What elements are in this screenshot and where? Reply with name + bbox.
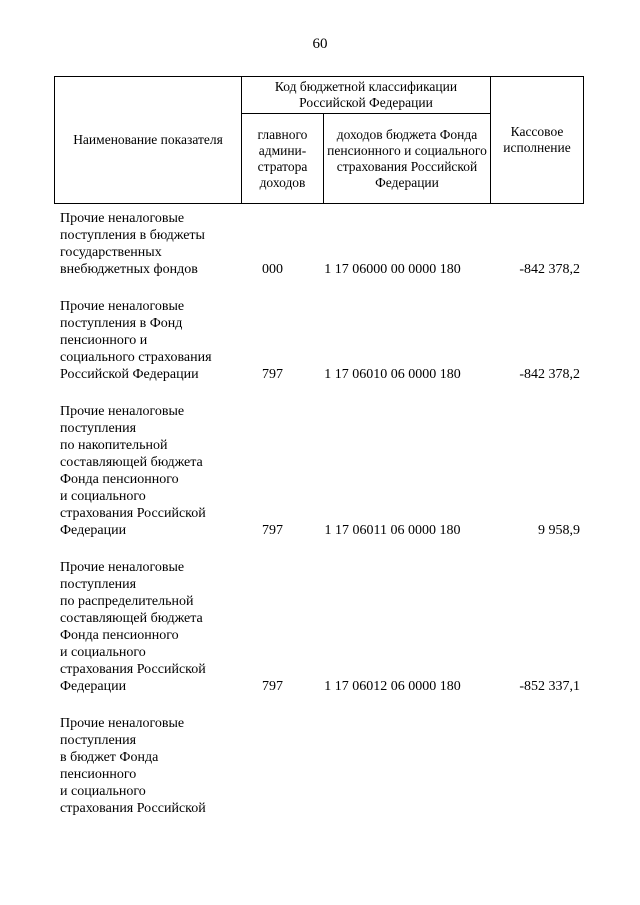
table-header [54,76,584,204]
row-name: Прочие неналоговые поступления в бюджеты государственных внебюджетных фондов [60,211,205,277]
header-admin-code: главного админи-стратора доходов [242,114,324,204]
row-value: -852 337,1 [519,679,580,694]
row-admin: 000 [262,262,283,277]
table-row [54,715,584,817]
row-value: -842 378,2 [519,367,580,382]
row-admin: 797 [262,523,283,538]
table-row [54,403,584,539]
header-cash-execution: Кассовое исполнение [491,77,584,204]
header-budget-classification: Код бюджетной классификации Российской Федерации [242,77,491,114]
row-value: 9 958,9 [538,523,580,538]
row-name: Прочие неналоговые поступления в Фонд пенсионного и социального страхования Российской Федерации [60,299,212,382]
table-row [54,210,584,278]
row-admin: 797 [262,367,283,382]
page-number: 60 [312,36,328,52]
row-code: 1 17 06000 00 0000 180 [324,262,461,277]
table-body [54,202,584,817]
header-name: Наименование показателя [55,77,242,204]
row-name: Прочие неналоговые поступления по распределительной составляющей бюджета Фонда пенсионного и социального страхования Российской Федерации [60,560,206,694]
table-row [54,559,584,695]
row-code: 1 17 06012 06 0000 180 [324,679,461,694]
row-code: 1 17 06010 06 0000 180 [324,367,461,382]
row-name: Прочие неналоговые поступления по накопительной составляющей бюджета Фонда пенсионного и социального страхования Российской Федерации [60,404,206,538]
row-name: Прочие неналоговые поступления в бюджет Фонда пенсионного и социального страхования Российской [60,716,206,816]
header-revenue-code: доходов бюджета Фонда пенсионного и социального страхования Российской Федерации [324,114,491,204]
row-value: -842 378,2 [519,262,580,277]
row-code: 1 17 06011 06 0000 180 [324,523,461,538]
table-row [54,298,584,383]
row-admin: 797 [262,679,283,694]
